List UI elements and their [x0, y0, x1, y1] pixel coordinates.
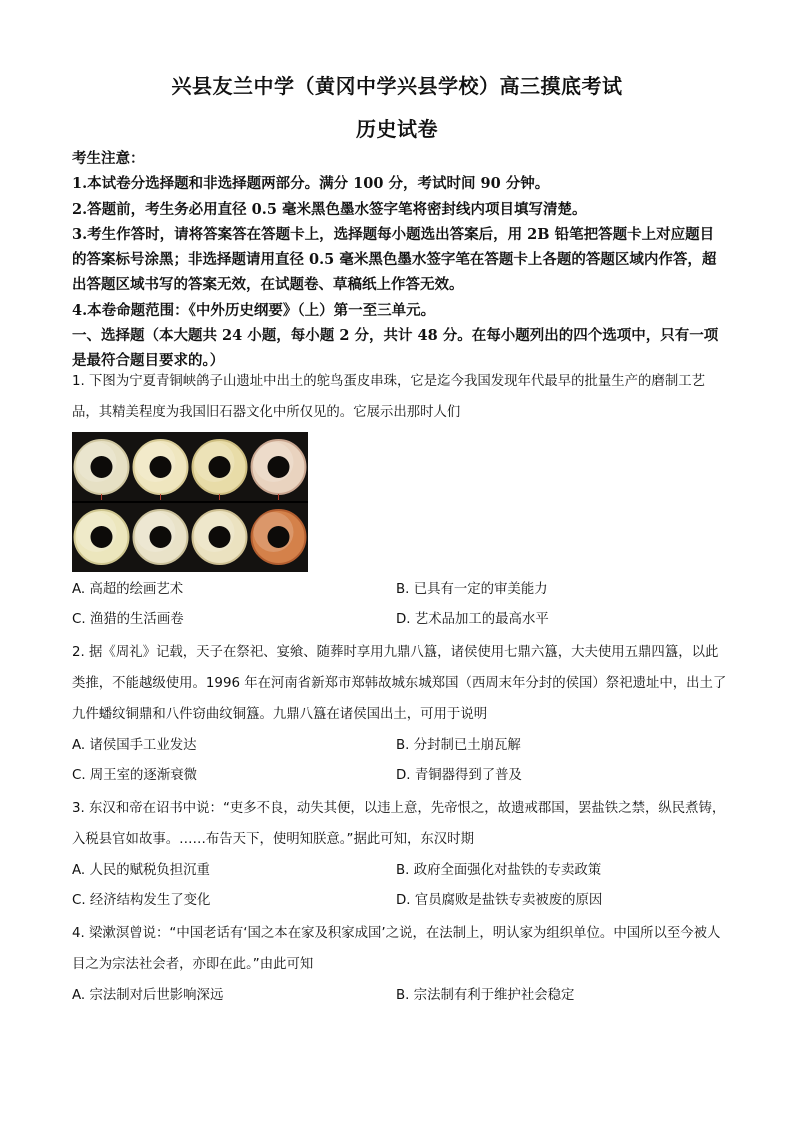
question-4-stem: 4. 梁漱溟曾说：“中国老话有‘国之本在家及积家成国’之说，在法制上，明认家为组织单位。中国所以至今被人目之为宗法社会者，亦即在此。”由此可知: [72, 926, 721, 972]
question-2-option-b[interactable]: B. 分封制已土崩瓦解: [396, 738, 521, 753]
eggshell-bead: [134, 440, 188, 494]
question-3-option-c[interactable]: C. 经济结构发生了变化: [72, 893, 211, 908]
eggshell-bead: [252, 440, 306, 494]
question-2-option-c[interactable]: C. 周王室的逐渐衰微: [72, 768, 197, 783]
instruction-item: 3.考生作答时，请将答案答在答题卡上，选择题每小题选出答案后，用 2B 铅笔把答题卡上对应题目的答案标号涂黑；非选择题请用直径 0.5 毫米黑色墨水签字笔在答题卡上各题的答题区域内作答，超出答题区域书写的答案无效，在试题卷、草稿纸上作答无效。: [72, 225, 717, 294]
question-4-options-row-1: [72, 981, 727, 1011]
question-1-stem: 1. 下图为宁夏青铜峡鸽子山遗址中出土的鸵鸟蛋皮串珠，它是迄今我国发现年代最早的批量生产的磨制工艺品，其精美程度为我国旧石器文化中所仅见的。它展示出那时人们: [72, 374, 705, 420]
question-1-options-row-1: [72, 575, 727, 605]
question-2-option-a[interactable]: A. 诸侯国手工业发达: [72, 738, 197, 753]
instruction-item: 2.答题前，考生务必用直径 0.5 毫米黑色墨水签字笔将密封线内项目填写清楚。: [72, 200, 587, 218]
eggshell-bead: [75, 440, 129, 494]
exam-title: 兴县友兰中学（黄冈中学兴县学校）高三摸底考试: [171, 74, 623, 98]
eggshell-bead: [252, 510, 306, 564]
question-3-option-b[interactable]: B. 政府全面强化对盐铁的专卖政策: [396, 863, 602, 878]
question-2-options-row-1: [72, 731, 727, 761]
question-2-stem: 2. 据《周礼》记载，天子在祭祀、宴飨、随葬时享用九鼎八簋，诸侯使用七鼎六簋，大夫使用五鼎四簋，以此类推，不能越级使用。1996 年在河南省新郑市郑韩故城东城郑国（西周末年分封的侯国）祭祀遗址中，出土了九件蟠纹铜鼎和八件窃曲纹铜簋。九鼎八簋在诸侯国出土，可用于说明: [72, 645, 727, 722]
eggshell-bead: [193, 440, 247, 494]
question-4-option-b[interactable]: B. 宗法制有利于维护社会稳定: [396, 988, 575, 1003]
exam-subtitle: 历史试卷: [356, 117, 438, 141]
ostrich-eggshell-beads-photo: [72, 432, 308, 572]
section-heading: 一、选择题（本大题共 24 小题，每小题 2 分，共计 48 分。在每小题列出的四个选项中，只有一项是最符合题目要求的。）: [72, 327, 719, 370]
question-3-stem: 3. 东汉和帝在诏书中说：“吏多不良，动失其便，以违上意，先帝恨之，故遗戒郡国，罢盐铁之禁，纵民煮铸，入税县官如故事。……布告天下，使明知朕意。”据此可知，东汉时期: [72, 801, 726, 847]
question-3-options-row-2: [72, 886, 727, 916]
question-1-option-d[interactable]: D. 艺术品加工的最高水平: [396, 612, 549, 627]
instruction-item: 4.本卷命题范围：《中外历史纲要》（上）第一至三单元。: [72, 301, 436, 319]
eggshell-bead: [193, 510, 247, 564]
question-1-option-a[interactable]: A. 高超的绘画艺术: [72, 582, 184, 597]
question-4-option-a[interactable]: A. 宗法制对后世影响深远: [72, 988, 224, 1003]
question-3-option-d[interactable]: D. 官员腐败是盐铁专卖被废的原因: [396, 893, 603, 908]
question-3-option-a[interactable]: A. 人民的赋税负担沉重: [72, 863, 210, 878]
question-2-options-row-2: [72, 761, 727, 791]
question-3-options-row-1: [72, 856, 727, 886]
photo-divider: [72, 501, 308, 503]
instructions-heading: 考生注意：: [72, 150, 145, 167]
exam-instructions: [72, 146, 727, 374]
question-1-option-b[interactable]: B. 已具有一定的审美能力: [396, 582, 548, 597]
instruction-item: 1.本试卷分选择题和非选择题两部分。满分 100 分，考试时间 90 分钟。: [72, 175, 550, 193]
eggshell-bead: [75, 510, 129, 564]
question-2-option-d[interactable]: D. 青铜器得到了普及: [396, 768, 522, 783]
question-1-option-c[interactable]: C. 渔猎的生活画卷: [72, 612, 184, 627]
eggshell-bead: [134, 510, 188, 564]
question-1-options-row-2: [72, 605, 727, 635]
